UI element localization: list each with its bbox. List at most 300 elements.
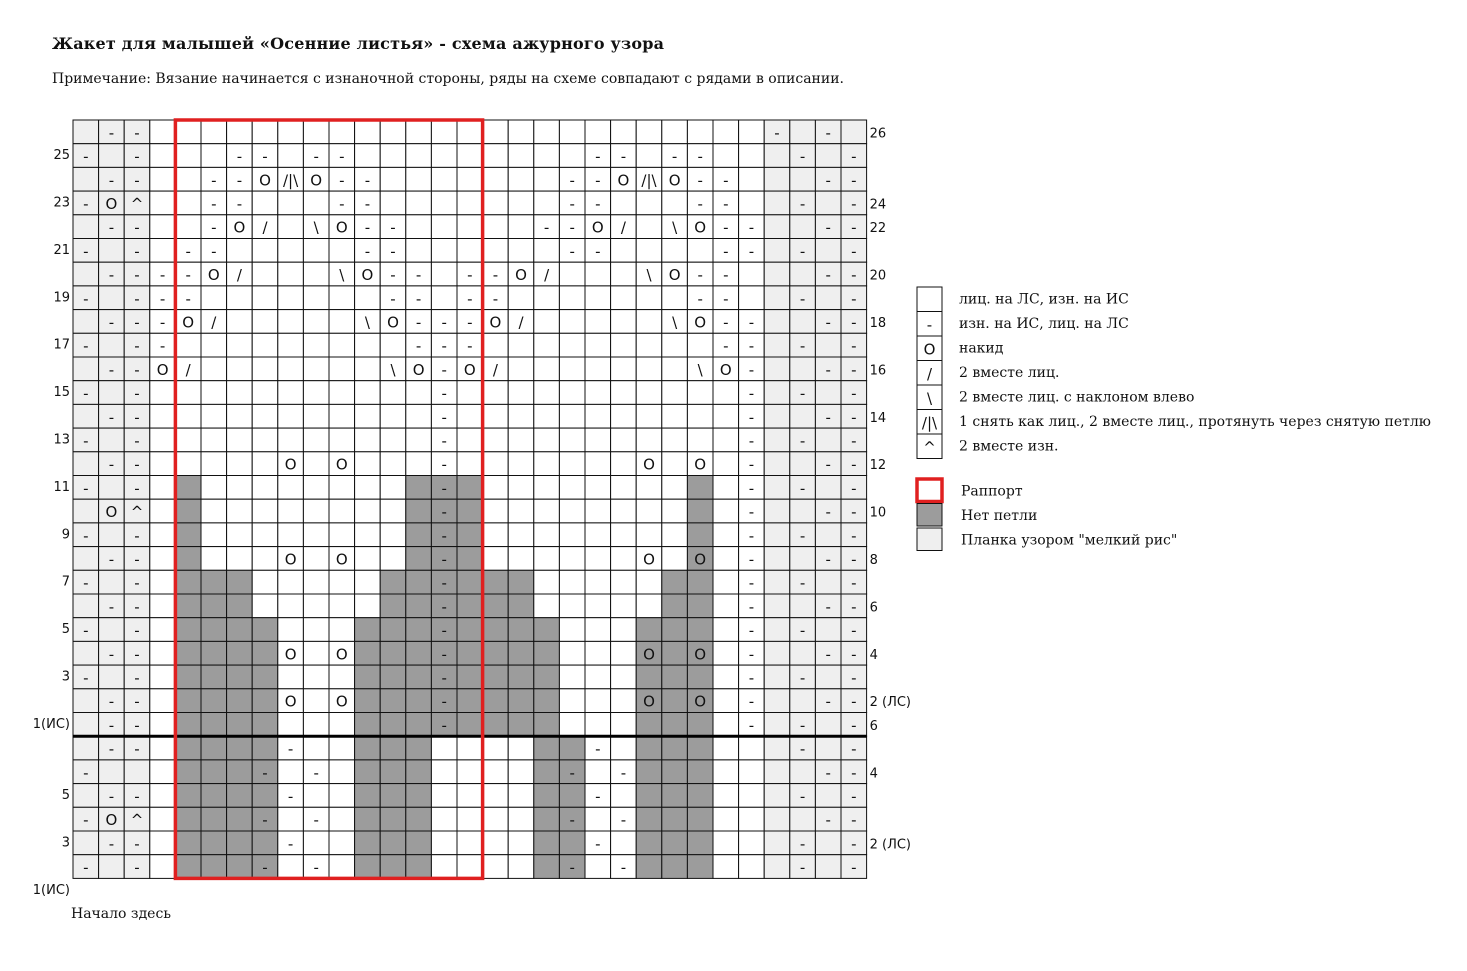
stitch-symbol: - <box>467 337 473 356</box>
chart-cell <box>380 404 406 428</box>
chart-cell <box>585 570 611 594</box>
chart-cell <box>559 713 585 737</box>
chart-cell <box>739 855 765 879</box>
stitch-symbol: \ <box>313 218 319 237</box>
chart-cell <box>227 404 253 428</box>
stitch-symbol: - <box>799 479 806 498</box>
chart-cell <box>457 713 483 737</box>
stitch-symbol: O <box>668 171 681 190</box>
chart-cell <box>355 286 381 310</box>
stitch-symbol: - <box>620 763 627 782</box>
stitch-symbol: \ <box>390 360 396 379</box>
chart-cell <box>406 523 432 547</box>
stitch-symbol: O <box>463 360 476 379</box>
chart-cell <box>611 239 637 263</box>
chart-cell <box>611 404 637 428</box>
stitch-symbol: - <box>83 763 89 782</box>
chart-cell <box>764 547 790 571</box>
chart-cell <box>687 618 713 642</box>
chart-cell <box>611 310 637 334</box>
chart-cell <box>175 120 201 144</box>
chart-cell <box>73 357 99 381</box>
chart-cell <box>329 286 355 310</box>
chart-cell <box>278 357 304 381</box>
chart-cell <box>508 665 534 689</box>
chart-cell <box>252 689 278 713</box>
stitch-symbol: - <box>748 503 755 522</box>
row-number-right: 6 <box>869 600 878 616</box>
chart-cell <box>380 167 406 191</box>
chart-cell <box>406 570 432 594</box>
chart-cell <box>278 191 304 215</box>
chart-cell <box>559 784 585 808</box>
chart-cell <box>175 428 201 452</box>
chart-cell <box>815 831 841 855</box>
chart-cell <box>175 144 201 168</box>
stitch-symbol: - <box>390 289 396 308</box>
stitch-symbol: \ <box>697 360 703 379</box>
stitch-symbol: O <box>233 218 246 237</box>
stitch-symbol: - <box>134 692 140 711</box>
chart-cell <box>611 570 637 594</box>
chart-cell <box>534 286 560 310</box>
stitch-symbol: O <box>719 360 732 379</box>
chart-cell <box>508 618 534 642</box>
chart-cell <box>431 144 457 168</box>
chart-cell <box>662 333 688 357</box>
chart-cell <box>329 713 355 737</box>
chart-cell <box>534 570 560 594</box>
chart-cell <box>636 594 662 618</box>
chart-cell <box>559 452 585 476</box>
stitch-symbol: - <box>134 740 140 759</box>
row-number-right: 26 <box>869 126 887 142</box>
stitch-symbol: - <box>134 147 140 166</box>
chart-cell <box>278 404 304 428</box>
chart-cell <box>534 547 560 571</box>
stitch-symbol: O <box>643 455 655 474</box>
chart-cell <box>227 428 253 452</box>
chart-cell <box>483 191 509 215</box>
stitch-symbol: - <box>851 526 857 545</box>
stitch-symbol: O <box>335 218 348 237</box>
chart-cell <box>508 760 534 784</box>
chart-cell <box>662 689 688 713</box>
chart-cell <box>815 428 841 452</box>
chart-cell <box>227 784 253 808</box>
stitch-symbol: - <box>799 668 806 687</box>
chart-cell <box>534 452 560 476</box>
chart-cell <box>252 784 278 808</box>
chart-cell <box>355 381 381 405</box>
stitch-symbol: - <box>83 526 89 545</box>
stitch-symbol: O <box>335 455 348 474</box>
chart-note: Примечание: Вязание начинается с изнаночной стороны, ряды на схеме совпадают с рядами в описании. <box>52 71 844 87</box>
chart-cell <box>329 523 355 547</box>
chart-cell <box>150 594 176 618</box>
stitch-symbol: - <box>851 171 857 190</box>
chart-cell <box>73 499 99 523</box>
chart-cell <box>687 855 713 879</box>
stitch-symbol: - <box>851 645 857 664</box>
chart-cell <box>534 499 560 523</box>
chart-cell <box>636 476 662 500</box>
chart-cell <box>662 760 688 784</box>
chart-cell <box>534 476 560 500</box>
chart-cell <box>329 760 355 784</box>
chart-cell <box>329 120 355 144</box>
chart-cell <box>611 641 637 665</box>
chart-cell <box>687 784 713 808</box>
chart-cell <box>303 594 329 618</box>
chart-cell <box>201 570 227 594</box>
chart-cell <box>150 831 176 855</box>
row-number-right: 6 <box>869 718 878 734</box>
chart-cell <box>687 594 713 618</box>
row-number-right: 2 (ЛС) <box>869 837 912 853</box>
chart-cell <box>636 428 662 452</box>
stitch-symbol: - <box>108 550 115 569</box>
stitch-symbol: - <box>851 431 857 450</box>
chart-cell <box>483 784 509 808</box>
chart-cell <box>431 120 457 144</box>
chart-cell <box>790 499 816 523</box>
stitch-symbol: - <box>313 763 319 782</box>
chart-cell <box>227 665 253 689</box>
row-number-left: 23 <box>53 195 70 211</box>
stitch-symbol: - <box>595 242 601 261</box>
chart-cell <box>252 262 278 286</box>
chart-cell <box>380 191 406 215</box>
stitch-symbol: - <box>825 811 831 830</box>
chart-cell <box>431 736 457 760</box>
chart-cell <box>611 523 637 547</box>
stitch-symbol: - <box>83 858 89 877</box>
chart-cell <box>764 760 790 784</box>
chart-cell <box>380 665 406 689</box>
chart-cell <box>175 689 201 713</box>
stitch-symbol: - <box>134 645 140 664</box>
chart-cell <box>585 499 611 523</box>
chart-cell <box>764 357 790 381</box>
chart-cell <box>662 499 688 523</box>
chart-cell <box>201 713 227 737</box>
chart-cell <box>534 736 560 760</box>
chart-cell <box>559 144 585 168</box>
stitch-symbol: / <box>185 360 191 379</box>
chart-cell <box>739 784 765 808</box>
stitch-symbol: - <box>134 171 140 190</box>
chart-cell <box>764 381 790 405</box>
chart-cell <box>534 831 560 855</box>
stitch-symbol: - <box>83 289 89 308</box>
chart-cell <box>150 713 176 737</box>
chart-cell <box>329 310 355 334</box>
stitch-symbol: - <box>825 360 831 379</box>
chart-cell <box>457 831 483 855</box>
chart-cell <box>201 665 227 689</box>
chart-cell <box>585 807 611 831</box>
chart-cell <box>662 357 688 381</box>
row-number-right: 4 <box>869 766 878 782</box>
chart-cell <box>764 689 790 713</box>
chart-cell <box>329 239 355 263</box>
chart-cell <box>713 760 739 784</box>
stitch-symbol: - <box>825 455 831 474</box>
chart-cell <box>252 594 278 618</box>
stitch-symbol: - <box>851 218 857 237</box>
stitch-symbol: - <box>697 147 703 166</box>
chart-cell <box>329 736 355 760</box>
chart-cell <box>380 831 406 855</box>
chart-cell <box>585 665 611 689</box>
chart-cell <box>815 333 841 357</box>
chart-cell <box>739 120 765 144</box>
chart-cell <box>278 239 304 263</box>
stitch-symbol: - <box>851 337 857 356</box>
chart-cell <box>406 807 432 831</box>
chart-cell <box>73 452 99 476</box>
legend-text: изн. на ИС, лиц. на ЛС <box>959 315 1129 332</box>
chart-cell <box>559 262 585 286</box>
chart-cell <box>380 523 406 547</box>
chart-cell <box>150 547 176 571</box>
chart-cell <box>687 665 713 689</box>
chart-cell <box>329 428 355 452</box>
chart-cell <box>815 736 841 760</box>
chart-cell <box>534 120 560 144</box>
chart-cell <box>662 404 688 428</box>
stitch-symbol: - <box>262 811 268 830</box>
chart-cell <box>431 239 457 263</box>
start-here-label: Начало здесь <box>71 906 171 922</box>
stitch-symbol: - <box>799 384 806 403</box>
chart-cell <box>303 831 329 855</box>
chart-cell <box>329 831 355 855</box>
chart-cell <box>457 689 483 713</box>
chart-cell <box>483 665 509 689</box>
chart-cell <box>508 855 534 879</box>
chart-cell <box>764 618 790 642</box>
chart-cell <box>303 784 329 808</box>
chart-cell <box>739 286 765 310</box>
chart-cell <box>815 286 841 310</box>
stitch-symbol: - <box>851 858 857 877</box>
stitch-symbol: - <box>134 574 140 593</box>
chart-cell <box>713 713 739 737</box>
chart-cell <box>150 570 176 594</box>
chart-cell <box>431 831 457 855</box>
chart-cell <box>713 831 739 855</box>
chart-cell <box>329 404 355 428</box>
chart-cell <box>585 641 611 665</box>
chart-cell <box>662 641 688 665</box>
chart-cell <box>380 689 406 713</box>
chart-cell <box>406 428 432 452</box>
stitch-symbol: - <box>134 621 140 640</box>
chart-cell <box>764 239 790 263</box>
chart-cell <box>457 239 483 263</box>
chart-cell <box>380 476 406 500</box>
stitch-symbol: - <box>748 692 755 711</box>
chart-cell <box>534 855 560 879</box>
chart-cell <box>355 523 381 547</box>
chart-cell <box>483 641 509 665</box>
chart-cell <box>329 499 355 523</box>
chart-cell <box>252 499 278 523</box>
stitch-symbol: - <box>441 408 447 427</box>
stitch-symbol: - <box>569 763 575 782</box>
chart-cell <box>252 641 278 665</box>
chart-cell <box>508 333 534 357</box>
chart-cell <box>175 855 201 879</box>
chart-cell <box>508 120 534 144</box>
chart-cell <box>124 760 150 784</box>
chart-cell <box>175 215 201 239</box>
chart-cell <box>764 855 790 879</box>
chart-cell <box>150 499 176 523</box>
chart-cell <box>73 784 99 808</box>
stitch-symbol: - <box>825 266 831 285</box>
stitch-symbol: - <box>851 811 857 830</box>
chart-cell <box>764 333 790 357</box>
chart-cell <box>227 499 253 523</box>
stitch-symbol: - <box>543 218 550 237</box>
chart-cell <box>201 452 227 476</box>
chart-cell <box>764 736 790 760</box>
chart-cell <box>508 784 534 808</box>
chart-cell <box>508 713 534 737</box>
chart-cell <box>508 641 534 665</box>
stitch-symbol: O <box>284 645 297 664</box>
chart-cell <box>150 736 176 760</box>
chart-cell <box>508 144 534 168</box>
chart-cell <box>201 476 227 500</box>
chart-cell <box>380 381 406 405</box>
chart-cell <box>739 807 765 831</box>
stitch-symbol: - <box>134 313 140 332</box>
chart-cell <box>329 333 355 357</box>
chart-cell <box>175 381 201 405</box>
chart-cell <box>355 713 381 737</box>
row-number-left: 19 <box>53 290 70 306</box>
chart-cell <box>278 665 304 689</box>
chart-cell <box>406 665 432 689</box>
chart-cell <box>636 784 662 808</box>
chart-cell <box>252 191 278 215</box>
legend-swatch <box>917 287 942 312</box>
stitch-symbol: - <box>339 194 345 213</box>
stitch-symbol: - <box>364 171 371 190</box>
chart-cell <box>713 120 739 144</box>
chart-cell <box>175 499 201 523</box>
stitch-symbol: - <box>671 147 678 166</box>
chart-cell <box>303 286 329 310</box>
chart-cell <box>636 499 662 523</box>
chart-cell <box>713 381 739 405</box>
chart-cell <box>790 807 816 831</box>
row-number-left: 3 <box>61 835 70 851</box>
chart-cell <box>380 594 406 618</box>
stitch-symbol: - <box>441 716 447 735</box>
chart-cell <box>303 120 329 144</box>
chart-cell <box>431 191 457 215</box>
chart-cell <box>611 191 637 215</box>
chart-cell <box>227 239 253 263</box>
chart-cell <box>764 404 790 428</box>
chart-cell <box>73 689 99 713</box>
stitch-symbol: - <box>83 621 89 640</box>
chart-cell <box>662 665 688 689</box>
stitch-symbol: - <box>339 147 345 166</box>
stitch-symbol: - <box>851 289 857 308</box>
stitch-symbol: - <box>108 834 115 853</box>
chart-cell <box>483 570 509 594</box>
stitch-symbol: - <box>211 171 217 190</box>
chart-cell <box>585 760 611 784</box>
chart-cell <box>201 855 227 879</box>
stitch-symbol: - <box>697 194 703 213</box>
chart-cell <box>303 333 329 357</box>
chart-cell <box>175 618 201 642</box>
chart-cell <box>559 381 585 405</box>
chart-cell <box>175 831 201 855</box>
chart-cell <box>841 120 867 144</box>
chart-cell <box>406 191 432 215</box>
chart-cell <box>99 523 125 547</box>
stitch-symbol: O <box>668 266 681 285</box>
chart-cell <box>431 855 457 879</box>
chart-cell <box>355 855 381 879</box>
chart-cell <box>303 452 329 476</box>
chart-cell <box>585 855 611 879</box>
stitch-symbol: - <box>748 479 755 498</box>
chart-cell <box>201 120 227 144</box>
chart-cell <box>687 476 713 500</box>
chart-cell <box>662 570 688 594</box>
stitch-symbol: - <box>851 147 857 166</box>
stitch-symbol: - <box>851 266 857 285</box>
stitch-symbol: - <box>313 858 319 877</box>
chart-cell <box>636 523 662 547</box>
chart-cell <box>815 191 841 215</box>
row-number-left: 9 <box>61 527 70 543</box>
chart-cell <box>713 523 739 547</box>
chart-cell <box>790 404 816 428</box>
chart-cell <box>713 547 739 571</box>
chart-cell <box>252 239 278 263</box>
chart-cell <box>150 120 176 144</box>
stitch-symbol: - <box>441 337 447 356</box>
chart-cell <box>303 665 329 689</box>
chart-cell <box>713 570 739 594</box>
stitch-symbol: - <box>825 408 831 427</box>
chart-cell <box>457 547 483 571</box>
chart-cell <box>303 381 329 405</box>
chart-cell <box>764 807 790 831</box>
stitch-symbol: - <box>108 266 115 285</box>
stitch-symbol: - <box>313 811 319 830</box>
chart-cell <box>406 476 432 500</box>
stitch-symbol: - <box>799 858 806 877</box>
chart-cell <box>175 594 201 618</box>
chart-cell <box>508 428 534 452</box>
chart-cell <box>713 618 739 642</box>
chart-cell <box>227 689 253 713</box>
stitch-symbol: - <box>441 384 447 403</box>
row-number-left: 3 <box>61 669 70 685</box>
chart-cell <box>252 523 278 547</box>
